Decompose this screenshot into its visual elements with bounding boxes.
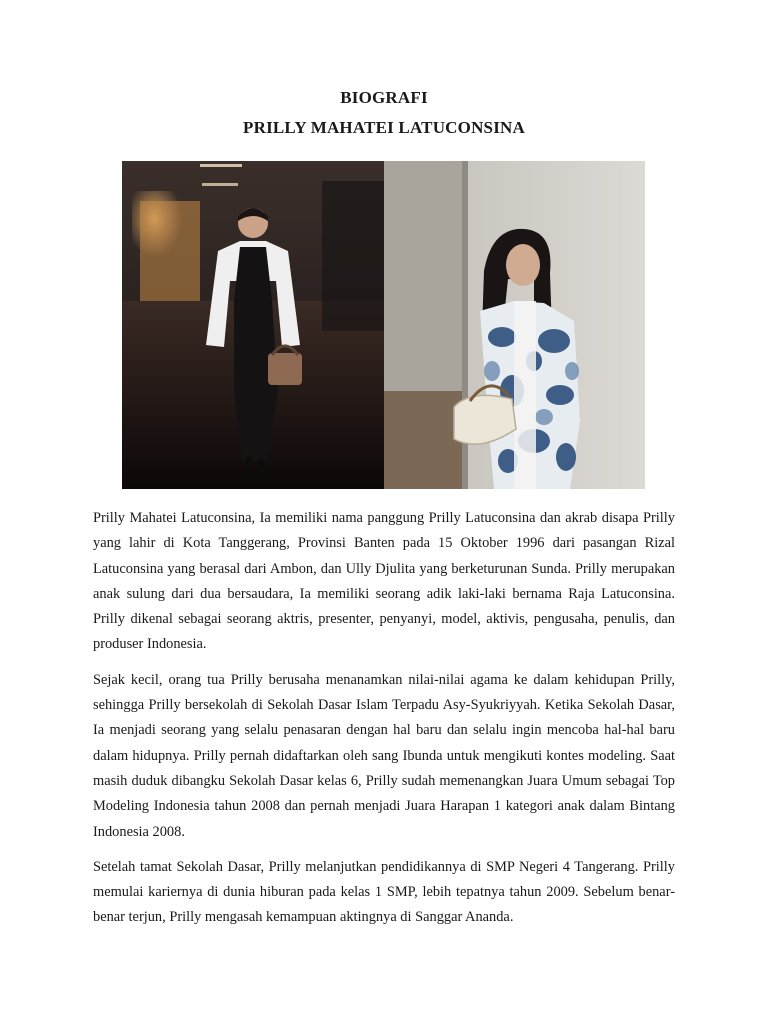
- photo-right-tie-dye: [384, 161, 645, 489]
- paragraph-early-life: Prilly Mahatei Latuconsina, Ia memiliki nama panggung Prilly Latuconsina dan akrab disapa Prilly yang lahir di Kota Tanggerang, Provinsi Banten pada 15 Oktober 1996 dari pasangan Rizal Latuconsina yang berasal dari Ambon, dan Ully Djulita yang berketurunan Sunda. Prilly merupakan anak sulung dari dua bersaudara, Ia memiliki seorang adik laki-laki bernama Raja Latuconsina. Prilly dikenal sebagai seorang aktris, presenter, penyanyi, model, aktivis, pengusaha, penulis, dan produser Indonesia.: [93, 510, 675, 653]
- photo-right-image: [384, 161, 645, 489]
- paragraph-childhood: Sejak kecil, orang tua Prilly berusaha menanamkan nilai-nilai agama ke dalam kehidupan Prilly, sehingga Prilly bersekolah di Sekolah Dasar Islam Terpadu Asy-Syukriyyah. Ketika Sekolah Dasar, Ia menjadi seorang yang selalu penasaran dengan hal baru dan selalu ingin mencoba hal-hal baru dalam hidupnya. Prilly pernah didaftarkan oleh sang Ibunda untuk mengikuti kontes modeling. Saat masih duduk dibangku Sekolah Dasar kelas 6, Prilly sudah memenangkan Juara Umum sebagai Top Modeling Indonesia tahun 2008 dan pernah menjadi Juara Harapan 1 kategori anak dalam Bintang Indonesia 2008.: [93, 671, 675, 840]
- document-subtitle-name: PRILLY MAHATEI LATUCONSINA: [243, 118, 525, 137]
- photo-left-image: [122, 161, 384, 489]
- biography-body: [93, 506, 675, 941]
- photo-left-white-blazer: [122, 161, 384, 489]
- document-title: BIOGRAFI: [340, 88, 428, 107]
- photo-collage: [122, 161, 645, 489]
- paragraph-career-start: Setelah tamat Sekolah Dasar, Prilly melanjutkan pendidikannya di SMP Negeri 4 Tangerang. Prilly memulai kariernya di dunia hiburan pada kelas 1 SMP, lebih tepatnya tahun 2009. Sebelum benar-benar terjun, Prilly mengasah kemampuan aktingnya di Sanggar Ananda.: [93, 858, 675, 926]
